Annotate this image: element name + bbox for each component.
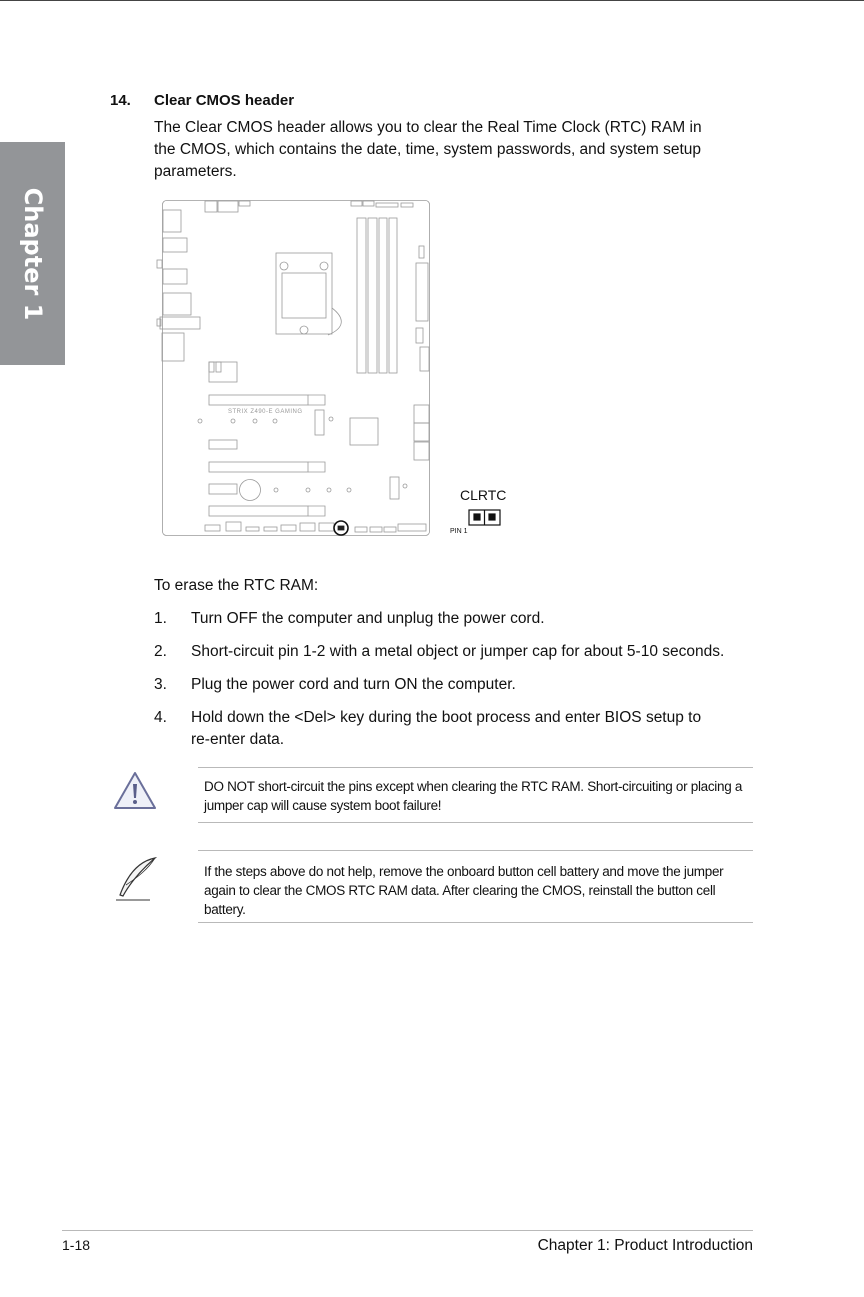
board-outline bbox=[163, 201, 430, 536]
page-number: 1-18 bbox=[62, 1237, 91, 1253]
step-text: Plug the power cord and turn ON the computer. bbox=[191, 676, 516, 693]
section-intro: The Clear CMOS header allows you to clear the Real Time Clock (RTC) RAM in the CMOS, which contains the date, time, system passwords, and system setup parameters. bbox=[154, 119, 702, 180]
section-number: 14. bbox=[110, 92, 131, 109]
step-text: Turn OFF the computer and unplug the power cord. bbox=[191, 610, 545, 627]
step-number: 1. bbox=[154, 610, 167, 627]
m2-slot bbox=[315, 410, 324, 435]
chapter-tab bbox=[0, 142, 65, 365]
note-text: If the steps above do not help, remove the onboard button cell battery and move the jumper again to clear the CMOS RTC RAM data. After clearing the CMOS, reinstall the button cell battery. bbox=[204, 864, 724, 917]
clrtc-header-location bbox=[338, 526, 344, 530]
step-number: 4. bbox=[154, 709, 167, 726]
divider bbox=[198, 767, 753, 768]
step-text: Short-circuit pin 1-2 with a metal object or jumper cap for about 5-10 seconds. bbox=[191, 643, 725, 660]
ram-slots bbox=[357, 218, 397, 373]
clrtc-pins bbox=[469, 510, 500, 525]
rear-io bbox=[157, 210, 200, 361]
m2-slot bbox=[390, 477, 399, 499]
pin1-label: PIN 1 bbox=[450, 528, 468, 535]
top-connectors bbox=[205, 201, 413, 212]
section-title: Clear CMOS header bbox=[154, 92, 295, 109]
chipset bbox=[350, 418, 378, 445]
top-border bbox=[0, 0, 864, 1]
warning-text: DO NOT short-circuit the pins except when clearing the RTC RAM. Short-circuiting or placing a jumper cap will cause system boot failure! bbox=[204, 779, 743, 813]
connector bbox=[416, 328, 423, 343]
board-name: STRIX Z490-E GAMING bbox=[228, 409, 303, 415]
chapter-tab-label: Chapter 1 bbox=[18, 187, 47, 320]
pcie-slots bbox=[209, 362, 325, 516]
connector bbox=[419, 246, 424, 258]
cpu-socket bbox=[276, 253, 341, 335]
divider bbox=[198, 850, 753, 851]
sata-ports bbox=[414, 405, 429, 460]
divider bbox=[198, 822, 753, 823]
battery bbox=[240, 480, 261, 501]
bottom-headers bbox=[205, 522, 426, 532]
divider bbox=[198, 922, 753, 923]
footer-divider bbox=[62, 1230, 753, 1231]
footer-chapter: Chapter 1: Product Introduction bbox=[537, 1237, 753, 1254]
step-text: Hold down the <Del> key during the boot process and enter BIOS setup to re-enter data. bbox=[191, 709, 702, 748]
atx-24pin bbox=[416, 263, 428, 321]
mount-holes bbox=[198, 417, 407, 492]
step-number: 2. bbox=[154, 643, 167, 660]
connector bbox=[420, 347, 429, 371]
steps-intro: To erase the RTC RAM: bbox=[154, 577, 319, 594]
note-quill-icon bbox=[110, 855, 160, 905]
step-number: 3. bbox=[154, 676, 167, 693]
clrtc-label: CLRTC bbox=[460, 487, 507, 503]
motherboard-diagram bbox=[150, 190, 520, 550]
warning-icon bbox=[112, 770, 158, 812]
